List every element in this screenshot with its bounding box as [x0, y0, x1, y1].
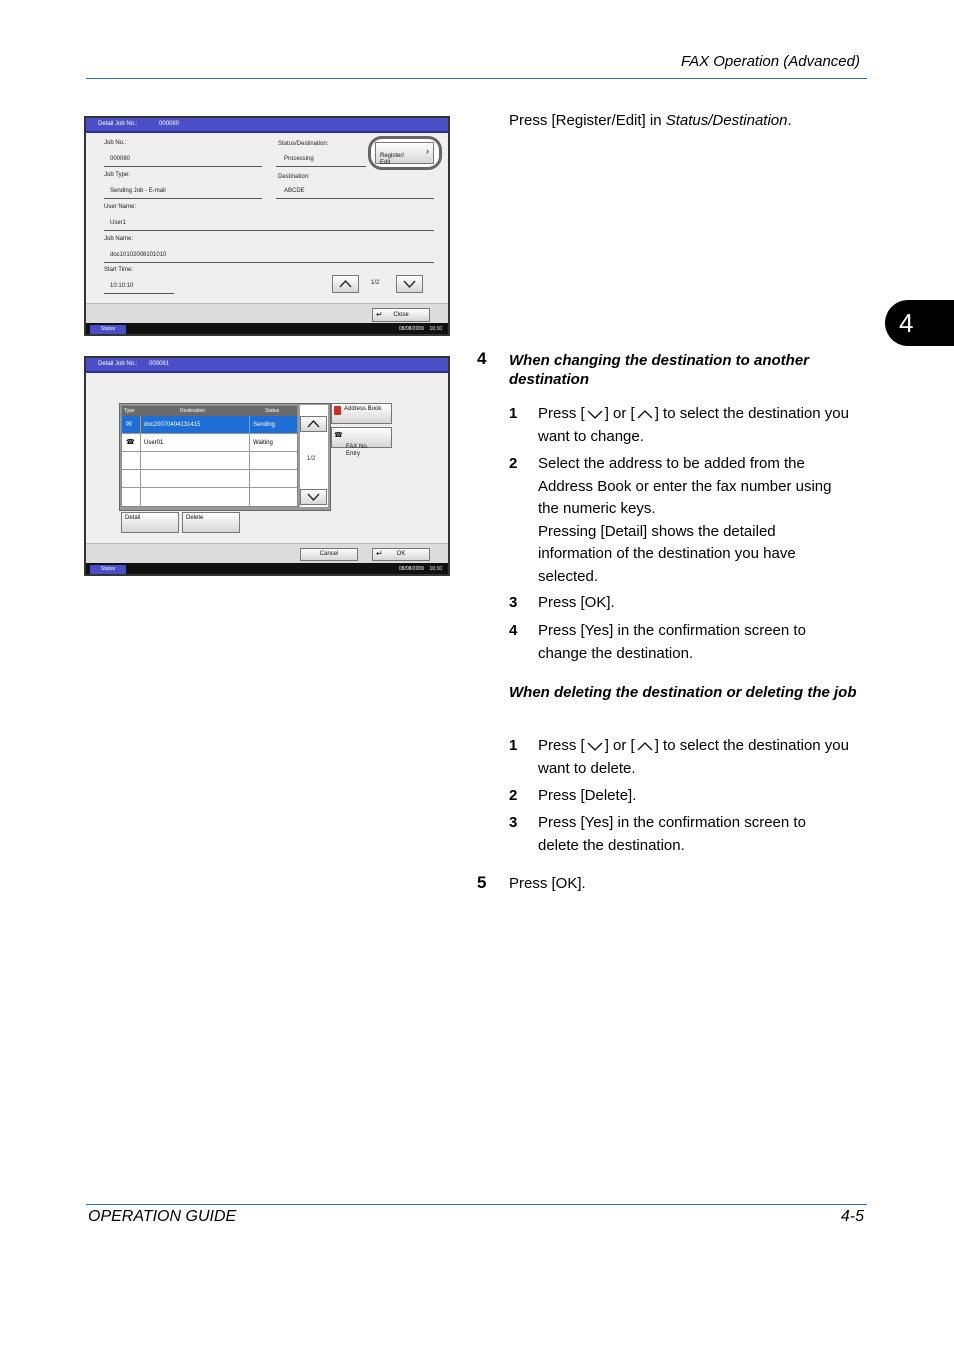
status-tab[interactable]: Status — [90, 565, 126, 574]
substep-line: Press [Delete]. — [538, 787, 637, 804]
email-type-icon: ✉ — [126, 421, 132, 428]
status-bar — [86, 563, 448, 574]
column-divider — [249, 416, 250, 507]
substep-line: Press [OK]. — [538, 594, 615, 611]
screenshot-destination-list — [84, 356, 450, 576]
job-name-value: doc10102008101010 — [110, 252, 167, 258]
title-label: Detail Job No.: — [98, 361, 138, 367]
page-indicator: 1/2 — [371, 280, 380, 286]
user-name-label: User Name: — [104, 204, 137, 210]
close-label: Close — [393, 312, 409, 318]
table-row[interactable] — [122, 452, 297, 470]
substep-number: 2 — [509, 455, 518, 472]
substep-text-part: want to change. — [538, 427, 644, 445]
table-row[interactable] — [122, 470, 297, 488]
substep-line: Pressing [Detail] shows the detailed — [538, 522, 776, 540]
delete-label: Delete — [186, 515, 204, 521]
address-book-label: Address Book — [344, 406, 382, 412]
table-header — [122, 406, 297, 416]
instruction-text: Press [Register/Edit] in — [509, 112, 666, 129]
table-row[interactable] — [122, 434, 297, 452]
user-name-value: User1 — [110, 220, 127, 226]
step-5-text: Press [OK]. — [509, 875, 586, 892]
substep-line: selected. — [538, 567, 599, 585]
substep-line: Select the address to be added from the — [538, 455, 805, 472]
chevron-up-icon — [333, 276, 358, 292]
substep-text-part: ] to select the destination you — [654, 405, 849, 422]
job-name-label: Job Name: — [104, 236, 134, 242]
ok-button[interactable] — [372, 548, 430, 561]
col-status: Status — [265, 408, 280, 414]
field-underline — [276, 198, 434, 199]
substep-text-part: ] to select the destination you — [654, 737, 849, 754]
scroll-up-button[interactable] — [300, 416, 327, 432]
substep-number: 1 — [509, 405, 518, 422]
chevron-up-icon — [635, 408, 655, 420]
substep-text-part: want to delete. — [538, 759, 636, 777]
delete-section-heading: When deleting the destination or deleting the job — [509, 684, 857, 701]
chevron-down-icon — [397, 276, 422, 292]
fax-no-entry-label: FAX No. Entry — [346, 444, 369, 457]
chevron-up-icon — [635, 740, 655, 752]
status-destination-value: Processing — [284, 156, 314, 162]
table-row[interactable] — [122, 488, 297, 506]
chevron-down-icon — [301, 490, 326, 504]
substep-line: the numeric keys. — [538, 500, 656, 517]
substep-text — [538, 785, 878, 808]
substep-number: 2 — [509, 787, 518, 804]
title-value: 000080 — [159, 121, 180, 127]
job-no-label: Job No.: — [104, 140, 127, 146]
scroll-down-button[interactable] — [396, 275, 423, 293]
substep-number: 3 — [509, 814, 518, 831]
title-value: 000081 — [149, 361, 170, 367]
substep-text-part: Press [ — [538, 737, 585, 754]
chevron-down-icon — [585, 408, 605, 420]
substep-text — [538, 453, 878, 588]
register-edit-label: Register/ Edit — [380, 153, 405, 166]
substep-text — [538, 403, 878, 448]
status-datetime: 08/08/2009 10:10 — [398, 326, 442, 332]
substep-line: Press [Yes] in the confirmation screen to — [538, 622, 806, 639]
col-destination: Destination — [180, 408, 206, 414]
footer-guide-title: OPERATION GUIDE — [88, 1208, 237, 1225]
field-underline — [104, 230, 434, 231]
status-tab[interactable]: Status — [90, 325, 126, 334]
substep-text — [538, 812, 878, 857]
status-destination-label: Status/Destination: — [278, 141, 329, 147]
title-bar-edge — [86, 371, 448, 373]
screenshot-job-detail — [84, 116, 450, 336]
row-status: Sending — [253, 422, 276, 428]
field-underline — [104, 166, 262, 167]
status-bar — [86, 323, 448, 334]
title-label: Detail Job No.: — [98, 121, 138, 127]
substep-number: 3 — [509, 594, 518, 611]
instruction-register-edit — [509, 110, 869, 133]
header-rule — [86, 78, 867, 79]
destination-table — [121, 405, 298, 507]
job-no-value: 000080 — [110, 156, 131, 162]
destination-label: Destination: — [278, 174, 310, 180]
ok-label: OK — [396, 551, 406, 557]
substep-text-part: ] or [ — [604, 405, 635, 422]
step-4-heading: When changing the destination to another destination — [509, 352, 809, 388]
substep-text-part: ] or [ — [604, 737, 635, 754]
address-book-button[interactable] — [331, 403, 392, 424]
substep-line: information of the destination you have — [538, 545, 796, 562]
substep-text — [538, 735, 878, 780]
scroll-up-button[interactable] — [332, 275, 359, 293]
start-time-label: Start Time: — [104, 267, 134, 273]
instruction-suffix: . — [787, 112, 792, 129]
substep-number: 1 — [509, 737, 518, 754]
destination-value: ABCDE — [284, 188, 305, 194]
address-book-icon — [334, 406, 341, 415]
fax-no-entry-button[interactable] — [331, 427, 392, 457]
substep-line: change the destination. — [538, 644, 694, 662]
page-indicator: 1/2 — [307, 456, 316, 462]
substep-text-part: Press [ — [538, 405, 585, 422]
row-destination: User01 — [144, 440, 164, 446]
cancel-button[interactable] — [300, 548, 358, 561]
table-row[interactable] — [122, 416, 297, 434]
return-icon: ↵ — [376, 310, 383, 319]
field-underline — [104, 262, 434, 263]
running-header: FAX Operation (Advanced) — [681, 53, 860, 70]
chevron-right-icon: › — [426, 146, 429, 156]
footer-rule — [86, 1204, 867, 1205]
job-type-value: Sending Job - E-mail — [110, 188, 166, 194]
fax-type-icon: ☎ — [126, 439, 135, 446]
instruction-emphasis: Status/Destination — [665, 112, 788, 129]
screen-title-bar — [86, 358, 448, 371]
substep-line: Press [Yes] in the confirmation screen to — [538, 814, 806, 831]
register-edit-button[interactable] — [375, 142, 434, 164]
substep-number: 4 — [509, 622, 518, 639]
step-5-number: 5 — [477, 873, 487, 892]
field-underline — [104, 293, 174, 294]
screen-title-bar — [86, 118, 448, 131]
cancel-label: Cancel — [319, 551, 339, 557]
fax-icon: ☎ — [334, 432, 343, 439]
scroll-down-button[interactable] — [300, 489, 327, 505]
return-icon: ↵ — [376, 549, 383, 558]
status-datetime: 08/08/2009 10:10 — [398, 566, 442, 572]
field-underline — [276, 166, 366, 167]
field-underline — [104, 198, 262, 199]
substep-line: Address Book or enter the fax number using — [538, 477, 832, 495]
chevron-down-icon — [585, 740, 605, 752]
start-time-value: 10:10:10 — [110, 283, 134, 289]
delete-button[interactable] — [182, 512, 240, 533]
title-bar-edge — [86, 131, 448, 133]
row-status: Waiting — [253, 440, 273, 446]
step-4-number: 4 — [477, 349, 487, 368]
footer-page-number: 4-5 — [840, 1208, 864, 1225]
substep-line: delete the destination. — [538, 836, 685, 854]
row-destination: doc20070404131415 — [144, 422, 201, 428]
close-button[interactable] — [372, 308, 430, 322]
chapter-tab: 4 — [885, 300, 954, 346]
chevron-up-icon — [301, 417, 326, 431]
substep-text — [538, 592, 878, 615]
detail-button[interactable] — [121, 512, 179, 533]
detail-label: Detail — [125, 515, 141, 521]
job-type-label: Job Type: — [104, 172, 130, 178]
substep-text — [538, 620, 878, 665]
col-type: Type — [124, 408, 135, 414]
column-divider — [140, 416, 141, 507]
